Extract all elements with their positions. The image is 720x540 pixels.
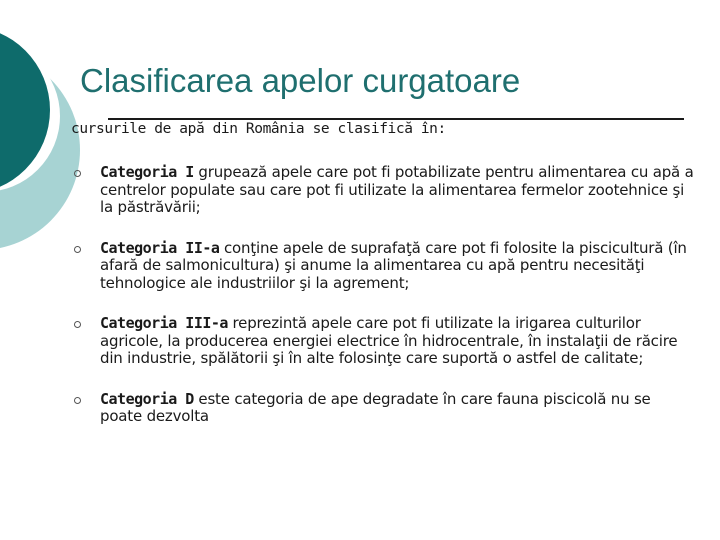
category-label: Categoria II-a — [100, 238, 220, 257]
category-list — [74, 164, 694, 449]
category-label: Categoria III-a — [100, 314, 228, 332]
intro-text: cursurile de apă din România se clasifică în: — [71, 121, 446, 137]
category-description: grupează apele care pot fi potabilizate pentru alimentarea cu apă a centrelor populate sau care pot fi utilizate la alimentarea fermelor zootehnice şi la păstrăvării; — [100, 163, 694, 216]
slide-title: Clasificarea apelor curgatoare — [80, 62, 521, 99]
bullet-circle-icon — [74, 321, 81, 328]
category-description: conţine apele de suprafaţă care pot fi folosite la piscicultură (în afară de salmonicultura) şi anume la alimentarea cu apă pentru necesităţi tehnologice ale industriilor şi la agrement; — [100, 238, 687, 292]
category-label: Categoria I — [100, 163, 194, 181]
list-item — [74, 164, 694, 217]
category-description: este categoria de ape degradate în care fauna piscicolă nu se poate dezvolta — [100, 389, 651, 425]
list-item — [74, 240, 694, 293]
bullet-circle-icon — [74, 170, 81, 177]
list-item — [74, 391, 694, 426]
decorative-circles — [0, 0, 80, 300]
title-divider — [108, 118, 684, 120]
bullet-circle-icon — [74, 397, 81, 404]
category-label: Categoria D — [100, 389, 194, 408]
category-description: reprezintă apele care pot fi utilizate la irigarea culturilor agricole, la producerea energiei electrice în hidrocentrale, în instalaţii de răcire din industrie, spălătorii şi în alte folosinţe care suportă o astfel de calitate; — [100, 314, 678, 367]
bullet-circle-icon — [74, 246, 81, 253]
list-item — [74, 315, 694, 368]
